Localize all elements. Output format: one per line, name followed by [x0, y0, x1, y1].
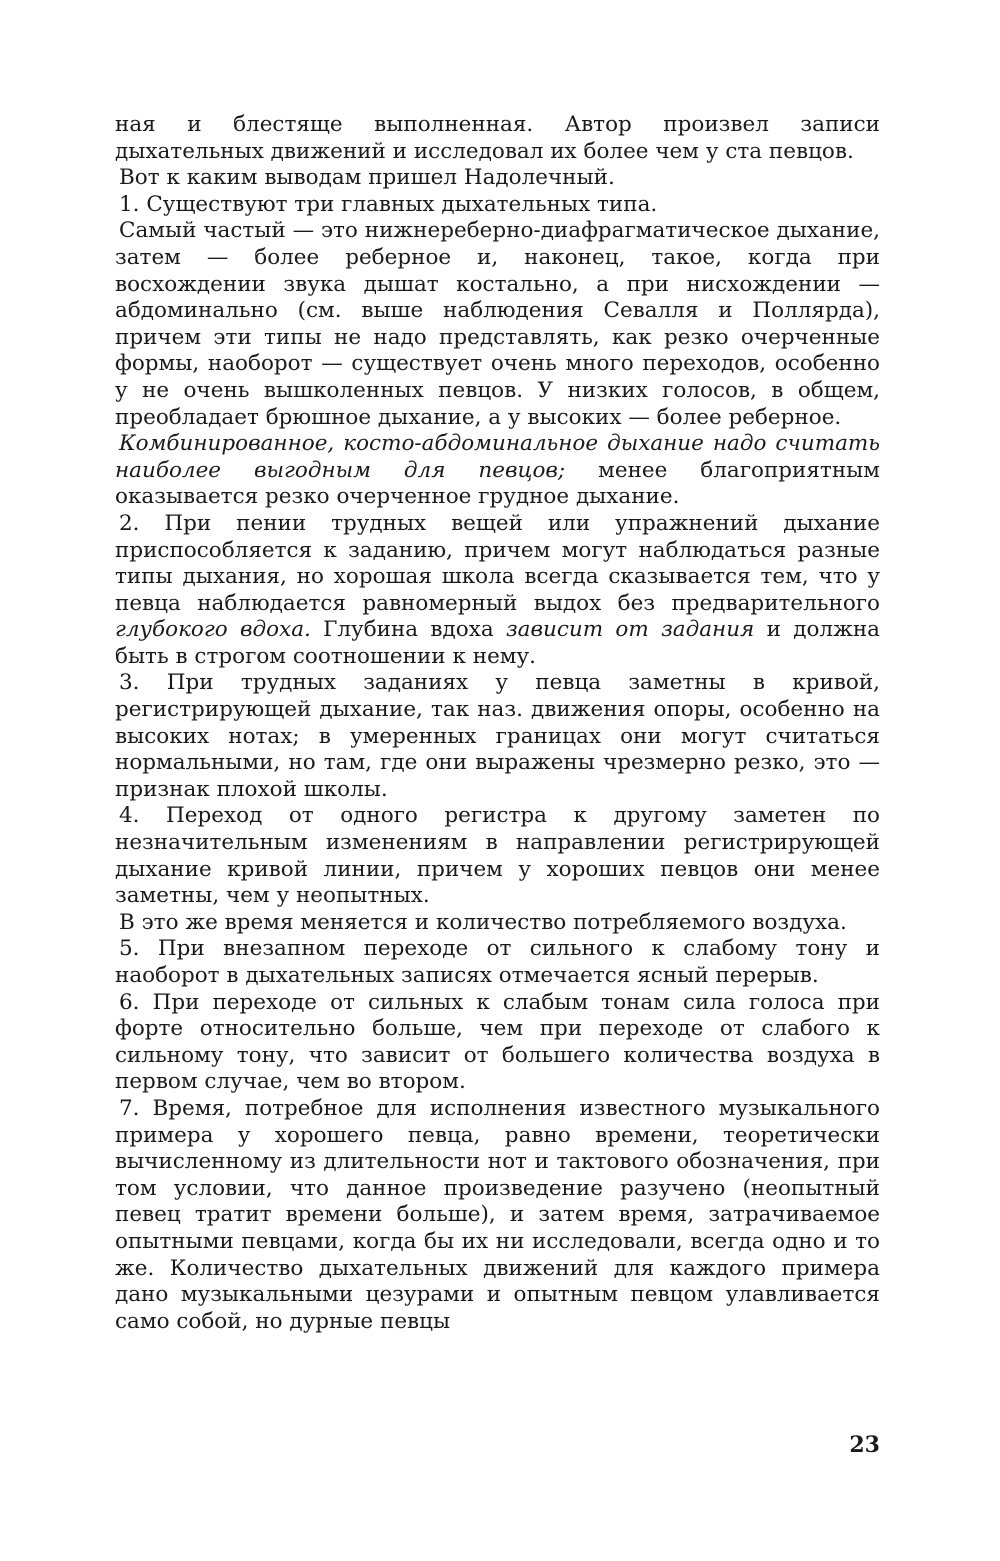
paragraph: В это же время меняется и количество потребляемого воздуха. [119, 909, 847, 935]
paragraph: 3. При трудных заданиях у певца заметны в кривой, регистрирующей дыхание, так наз. движения опоры, особенно на высоких нотах; в умеренных границах они могут считаться нормальными, но там, где они выражены чрезмерно резко, это — признак плохой школы. [115, 670, 880, 802]
body-text [115, 112, 880, 1335]
paragraph: 4. Переход от одного регистра к другому заметен по незначительным изменениям в направлении регистрирующей дыхание кривой линии, причем у хороших певцов они менее заметны, чем у неопытных. [115, 803, 880, 909]
paragraph: Вот к каким выводам пришел Надолечный. [119, 165, 615, 191]
paragraph: 6. При переходе от сильных к слабым тонам сила голоса при форте относительно больше, чем при переходе от слабого к сильному тону, что зависит от большего количества воздуха в первом случае, чем во втором. [115, 989, 880, 1095]
paragraph: Самый частый — это нижнереберно-диафрагматическое дыхание, затем — более реберное и, наконец, такое, когда при восхождении звука дышат костально, а при нисхождении — абдоминально (см. выше наблюдения Севалля и Поллярда), причем эти типы не надо представлять, как резко очерченные формы, наоборот — существует очень много переходов, особенно у не очень вышколенных певцов. У низких голосов, в общем, преобладает брюшное дыхание, а у высоких — более реберное. [115, 218, 880, 430]
paragraph: ная и блестяще выполненная. Автор произвел записи дыхательных движений и исследовал их более чем у ста певцов. [115, 112, 880, 164]
page-number: 23 [849, 1432, 880, 1458]
paragraph: 5. При внезапном переходе от сильного к слабому тону и наоборот в дыхательных записях отмечается ясный перерыв. [115, 936, 880, 988]
paragraph: Комбинированное, косто-абдоминальное дыхание надо считать наиболее выгодным для певцов; менее благоприятным оказывается резко очерченное грудное дыхание. [115, 431, 880, 510]
paragraph: 2. При пении трудных вещей или упражнений дыхание приспособляется к заданию, причем могут наблюдаться разные типы дыхания, но хорошая школа всегда сказывается тем, что у певца наблюдается равномерный выдох без предварительного глубокого вдоха. Глубина вдоха зависит от задания и должна быть в строгом соотношении к нему. [115, 510, 880, 669]
paragraph: 1. Существуют три главных дыхательных типа. [119, 191, 658, 217]
paragraph: 7. Время, потребное для исполнения известного музыкального примера у хорошего певца, равно времени, теоретически вычисленному из длительности нот и тактового обозначения, при том условии, что данное произведение разучено (неопытный певец тратит времени больше), и затем время, затрачиваемое опытными певцами, когда бы их ни исследовали, всегда одно и то же. Количество дыхательных движений для каждого примера дано музыкальными цезурами и опытным певцом улавливается само собой, но дурные певцы [115, 1095, 880, 1334]
